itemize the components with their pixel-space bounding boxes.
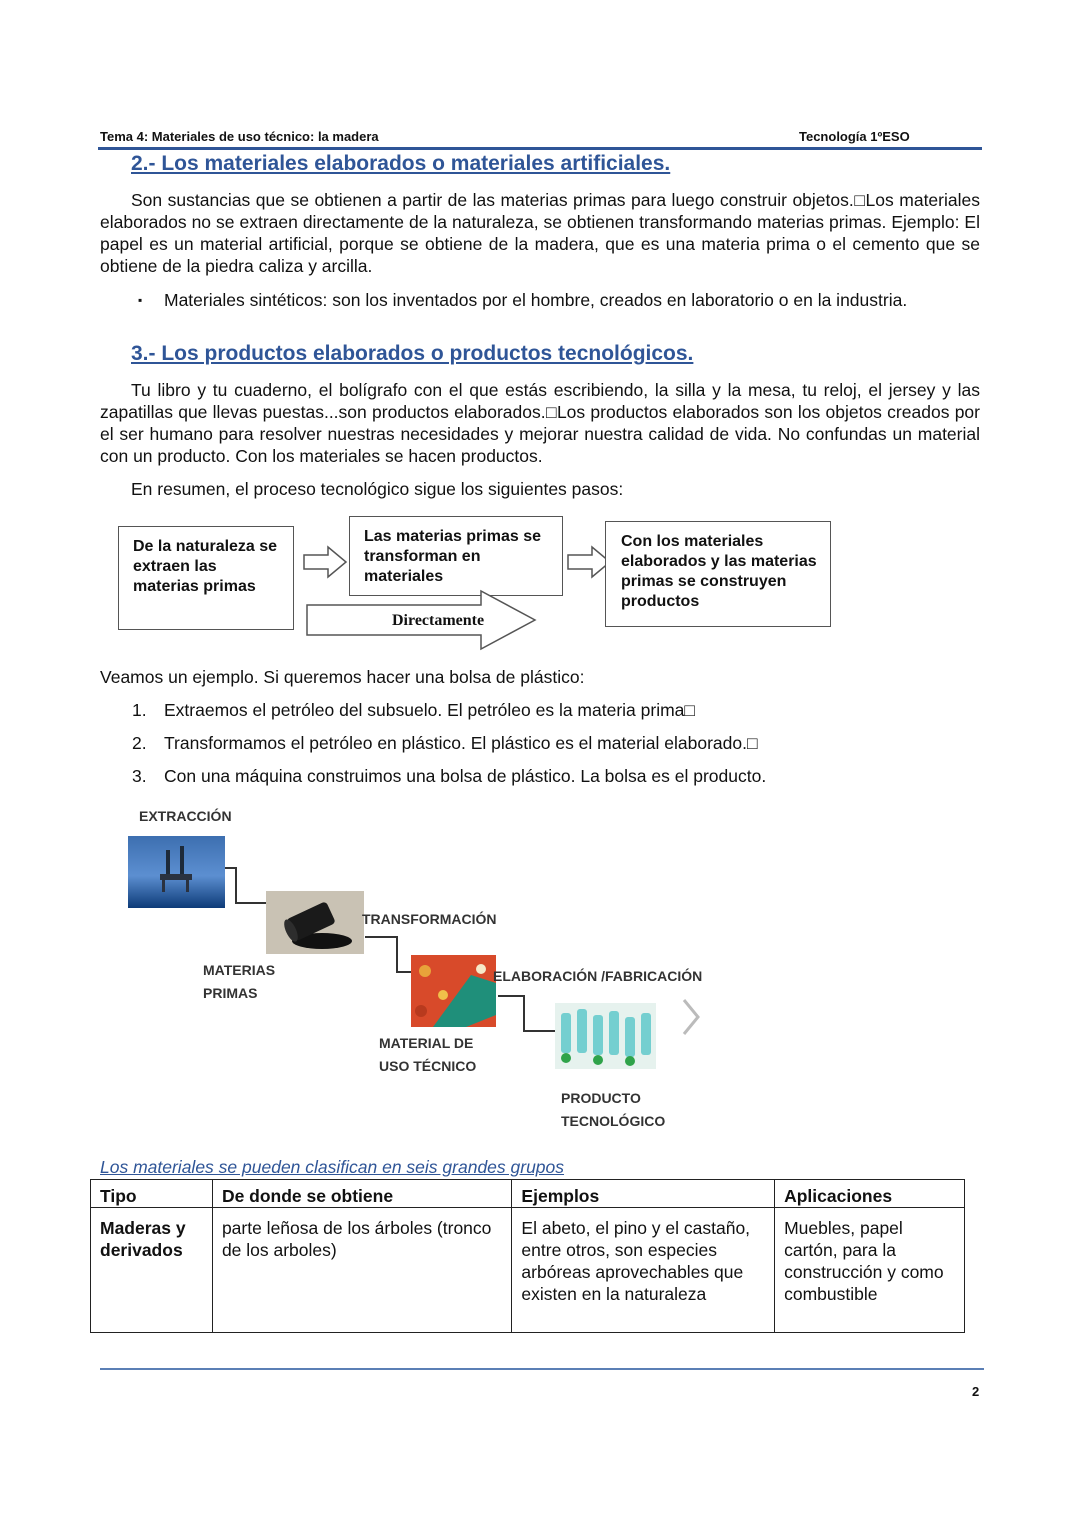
connector-line <box>364 935 416 977</box>
oil-barrel-image <box>266 891 364 954</box>
header-course: Tecnología 1ºESO <box>799 129 910 144</box>
label-material-uso-tecnico: MATERIAL DE USO TÉCNICO <box>379 1035 477 1074</box>
header-title: Tema 4: Materiales de uso técnico: la madera <box>100 129 379 144</box>
label-extraccion: EXTRACCIÓN <box>139 808 232 824</box>
flow-box-extract: De la naturaleza se extraen las materias primas <box>118 526 294 630</box>
plastic-pellets-image <box>411 955 496 1027</box>
section-3-text: Tu libro y tu cuaderno, el bolígrafo con el que estás escribiendo, la silla y la mesa, tu reloj, el jersey y las zapatillas que llevas puestas...son productos elaborados.□Los productos elaborados son los objetos creados por el ser humano para resolver nuestras necesidades y mejorar nuestra calidad de vida. No confundas un material con un producto. Con los materiales se hacen productos. <box>100 380 980 466</box>
label-materias-primas: MATERIAS PRIMAS <box>203 962 276 1001</box>
flow-box-build: Con los materiales elaborados y las materias primas se construyen productos <box>605 521 831 627</box>
header-ejemplos: Ejemplos <box>512 1180 775 1208</box>
materials-table <box>90 1179 965 1333</box>
label-producto-tecnologico: PRODUCTO TECNOLÓGICO <box>561 1090 666 1129</box>
direct-label: Directamente <box>392 612 485 629</box>
table-row <box>91 1208 965 1333</box>
section-3-title: 3.- Los productos elaborados o productos tecnológicos. <box>131 342 694 365</box>
label-transformacion: TRANSFORMACIÓN <box>362 911 497 927</box>
oil-rig-image <box>128 836 225 908</box>
table-caption: Los materiales se pueden clasifican en seis grandes grupos <box>100 1157 565 1177</box>
connector-line <box>224 866 270 908</box>
cell-ejemplos: El abeto, el pino y el castaño, entre otros, son especies arbóreas aprovechables que existen en la naturaleza <box>512 1208 775 1333</box>
bullet-synthetic: Materiales sintéticos: son los inventados por el hombre, creados en laboratorio o en la industria. <box>164 290 908 310</box>
section-2-text: Son sustancias que se obtienen a partir de las materias primas para luego construir objetos.□Los materiales elaborados no se extraen directamente de la naturaleza, se obtienen transformando materias primas. Ejemplo: El papel es un material artificial, porque se obtiene de la madera, que es una materia prima o el cemento que se obtiene de la piedra caliza y arcilla. <box>100 190 980 276</box>
chevron-right-icon <box>678 997 704 1037</box>
example-intro: Veamos un ejemplo. Si queremos hacer una bolsa de plástico: <box>100 667 585 687</box>
plastic-bottles-image <box>555 1003 656 1069</box>
flow-box-transform: Las materias primas se transforman en materiales <box>349 516 563 596</box>
section-3-paragraph <box>100 379 980 467</box>
cell-aplicaciones: Muebles, papel cartón, para la construcción y como combustible <box>775 1208 965 1333</box>
header-aplicaciones: Aplicaciones <box>775 1180 965 1208</box>
header-tipo: Tipo <box>91 1180 213 1208</box>
list-item: 2. Transformamos el petróleo en plástico. El plástico es el material elaborado.□ <box>132 733 758 753</box>
header-origen: De donde se obtiene <box>212 1180 511 1208</box>
list-item: 3. Con una máquina construimos una bolsa de plástico. La bolsa es el producto. <box>132 766 767 786</box>
label-elaboracion: ELABORACIÓN /FABRICACIÓN <box>493 968 703 984</box>
cell-tipo: Maderas y derivados <box>91 1208 213 1333</box>
arrow-right-icon <box>302 545 348 579</box>
table-header-row <box>91 1180 965 1208</box>
footer-rule <box>100 1368 984 1370</box>
page-number: 2 <box>972 1384 980 1399</box>
header-rule <box>98 147 982 150</box>
connector-line <box>497 994 557 1036</box>
bullet-icon: ▪ <box>138 293 143 307</box>
summary-line: En resumen, el proceso tecnológico sigue los siguientes pasos: <box>131 479 624 499</box>
section-2-paragraph <box>100 189 980 277</box>
cell-origen: parte leñosa de los árboles (tronco de los arboles) <box>212 1208 511 1333</box>
section-2-title: 2.- Los materiales elaborados o materiales artificiales. <box>131 152 671 175</box>
list-item: 1. Extraemos el petróleo del subsuelo. El petróleo es la materia prima□ <box>132 700 695 720</box>
